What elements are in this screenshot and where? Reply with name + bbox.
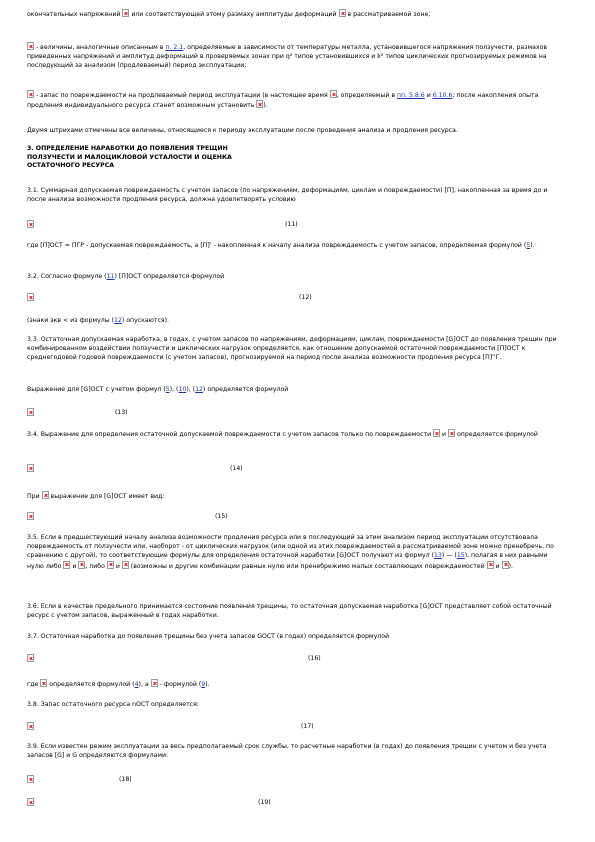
equation-number: (17) bbox=[301, 723, 314, 730]
broken-image-icon bbox=[487, 561, 494, 569]
broken-image-icon bbox=[27, 90, 34, 98]
clause-link[interactable]: 6.10.6 bbox=[432, 92, 453, 99]
note-paragraph: Двумя штрихами отмечены все величины, относящиеся к периоду эксплуатации после проведения анализа и продления ресурса. bbox=[27, 127, 458, 134]
where-paragraph bbox=[27, 679, 562, 689]
text-span: где [П]ОСТ = ПГР - допускаемая повреждаемость, а [П]' - накопленная к началу анализа повреждаемость с учетом запасов, определяемая формулой ( bbox=[27, 242, 527, 249]
formula-link[interactable]: 15 bbox=[456, 552, 465, 560]
text-span: - формулой ( bbox=[159, 681, 202, 688]
broken-image-icon bbox=[448, 429, 455, 437]
text-span: ) — ( bbox=[441, 552, 457, 560]
text-span: , либо bbox=[85, 562, 105, 570]
formula-line bbox=[27, 775, 567, 785]
equation-number: (16) bbox=[308, 655, 321, 662]
definition-paragraph bbox=[27, 42, 562, 71]
formula-link[interactable]: 5 bbox=[526, 242, 531, 249]
broken-image-icon bbox=[122, 9, 129, 17]
text-span: , определяемые в зависимости от температуры металла, установившегося напряжения ползучести, размахов приведенных напряжений и амплитуд деформаций в проверяемых зонах при q² типов установившихся и k² типов циклических прогнозируемых режимов на последующий за анализом (продлеваемый) период эксплуатации; bbox=[27, 44, 548, 70]
clause-3-7: 3.7. Остаточная наработка до появления трещины без учета запасов GОСТ (в годах) определяется формулой bbox=[27, 633, 390, 640]
text-span: выражение для [G]ОСТ имеет вид: bbox=[50, 493, 165, 500]
text-span: ; после накопления опыта продления индивидуального ресурса станет возможным установить bbox=[27, 92, 539, 110]
formula-link[interactable]: 12 bbox=[195, 386, 203, 393]
broken-image-icon bbox=[27, 42, 34, 50]
text-span: где bbox=[27, 681, 39, 688]
broken-image-icon bbox=[40, 679, 47, 687]
broken-image-icon bbox=[107, 561, 114, 569]
text-span: 3.2. Согласно формуле ( bbox=[27, 273, 107, 280]
text-span: и bbox=[495, 562, 500, 570]
formula-line bbox=[27, 293, 567, 303]
text-span: 3.5. Если в предшествующий началу анализа возможности продления ресурса или в последующий за этим анализом период эксплуатации отсутствовала повреждаемость от ползучести или, наоборот - от циклических нагрузок (или одной из этих повреждаемостей в рассматриваемой зоне можно пренебречь, по сравнению с другой), то соответствующие формулы для определения остаточной наработки [G]ОСТ получают из формул ( bbox=[27, 534, 554, 560]
broken-image-icon bbox=[27, 722, 34, 730]
text-span: ). bbox=[530, 242, 535, 249]
broken-image-icon bbox=[502, 561, 509, 569]
broken-image-icon bbox=[27, 798, 34, 806]
broken-image-icon bbox=[42, 491, 49, 499]
formula-link[interactable]: 10 bbox=[178, 386, 187, 393]
equation-number: (15) bbox=[215, 513, 228, 520]
text-span: ) определяется формулой bbox=[202, 386, 289, 393]
equation-number: (14) bbox=[230, 465, 243, 472]
formula-line bbox=[27, 408, 567, 418]
formula-link[interactable]: 4 bbox=[134, 681, 139, 688]
text-span: и bbox=[115, 562, 120, 570]
text-span: и bbox=[442, 431, 447, 438]
text-span: - запас по повреждаемости на продлеваемый период эксплуатации (в настоящее время bbox=[35, 92, 328, 99]
text-span: и bbox=[426, 92, 431, 99]
broken-image-icon bbox=[78, 561, 85, 569]
equation-number: (13) bbox=[115, 409, 128, 416]
heading-line: 3. ОПРЕДЕЛЕНИЕ НАРАБОТКИ ДО ПОЯВЛЕНИЯ ТРЕЩИН bbox=[27, 145, 228, 152]
broken-image-icon bbox=[339, 9, 346, 17]
formula-link[interactable]: 5 bbox=[165, 386, 170, 393]
broken-image-icon bbox=[433, 429, 440, 437]
broken-image-icon bbox=[330, 90, 337, 98]
equation-number: (18) bbox=[119, 776, 132, 783]
text-span: в рассматриваемой зоне; bbox=[347, 11, 431, 18]
broken-image-icon bbox=[122, 561, 129, 569]
formula-line bbox=[27, 220, 567, 230]
clause-3-2 bbox=[27, 272, 562, 281]
heading-line: ПОЛЗУЧЕСТИ И МАЛОЦИКЛОВОЙ УСТАЛОСТИ И ОЦЕНКА bbox=[27, 153, 232, 161]
clause-3-4 bbox=[27, 429, 562, 439]
broken-image-icon bbox=[27, 512, 34, 520]
text-span: ), а bbox=[138, 681, 149, 688]
clause-link[interactable]: п. 2.1 bbox=[165, 44, 184, 51]
formula-link[interactable]: 11 bbox=[106, 273, 115, 280]
text-span: - величины, аналогичные описанным в bbox=[35, 44, 164, 51]
text-span: При bbox=[27, 493, 40, 500]
clause-3-1: 3.1. Суммарная допускаемая повреждаемость с учетом запасов (по напряжениям, деформациям, циклам и повреждаемости) [П], накопленная за время до и после анализа возможности продления ресурса, должна удовлетворять условию bbox=[27, 187, 548, 204]
paragraph-continuation bbox=[27, 9, 562, 19]
clause-3-9: 3.9. Если известен режим эксплуатации за весь предполагаемый срок службы, то расчетные наработки (в годах) до появления трещин с учетом и без учета запасов [G] и G определяются формулами: bbox=[27, 743, 547, 760]
text-span: (возможны и другие комбинации равных нулю или пренебрежимо малых составляющих повреждаемостей bbox=[130, 562, 485, 570]
where-paragraph bbox=[27, 241, 562, 250]
clause-3-5 bbox=[27, 533, 562, 571]
formula-line bbox=[27, 654, 567, 664]
clause-3-3: 3.3. Остаточная допускаемая наработка, в годах, с учетом запасов по напряжениям, деформациям, циклам, повреждаемости [G]ОСТ до появления трещин при комбинированном воздействии ползучести и циклических нагрузок определяется, как отношение допускаемой остаточной повреждаемости [П]ОСТ к среднегодовой годовой повреждаемости (с учетом запасов), прогнозируемой на период после анализа возможности продления ресурса [П]''Г. bbox=[27, 336, 557, 362]
clause-3-6: 3.6. Если в качестве предельного принимается состояние появления трещины, то остаточная допускаемая наработка [G]ОСТ представляет собой остаточный ресурс с учетом запасов, выраженный в годах наработки. bbox=[27, 603, 552, 620]
text-span: ), ( bbox=[186, 386, 196, 393]
equation-number: (19) bbox=[258, 799, 271, 806]
broken-image-icon bbox=[27, 654, 34, 662]
clause-3-8: 3.8. Запас остаточного ресурса nОСТ определяется: bbox=[27, 701, 199, 708]
section-heading bbox=[27, 145, 562, 171]
text-span: ), ( bbox=[169, 386, 179, 393]
broken-image-icon bbox=[27, 464, 34, 472]
text-span: ). bbox=[205, 681, 210, 688]
condition-paragraph bbox=[27, 491, 562, 501]
text-span: ). bbox=[263, 102, 268, 110]
text-span: определяется формулой ( bbox=[49, 681, 135, 688]
broken-image-icon bbox=[27, 220, 34, 228]
formula-link[interactable]: 12 bbox=[114, 317, 122, 324]
broken-image-icon bbox=[27, 408, 34, 416]
text-span: Выражение для [G]ОСТ с учетом формул ( bbox=[27, 386, 166, 393]
broken-image-icon bbox=[256, 100, 263, 108]
text-span: (знаки экв < из формулы ( bbox=[27, 317, 114, 324]
text-span: определяется формулой bbox=[457, 431, 538, 438]
clause-link[interactable]: пп. 5.8.6 bbox=[396, 92, 425, 99]
note-paragraph bbox=[27, 316, 562, 325]
broken-image-icon bbox=[27, 293, 34, 301]
heading-line: ОСТАТОЧНОГО РЕСУРСА bbox=[27, 162, 115, 170]
formula-line bbox=[27, 464, 567, 474]
text-span: , определяемый в bbox=[336, 92, 395, 99]
text-span: 3.4. Выражение для определения остаточной допускаемой повреждаемости с учетом запасов только по повреждаемости bbox=[27, 431, 432, 438]
broken-image-icon bbox=[63, 561, 70, 569]
text-span: и bbox=[72, 562, 77, 570]
broken-image-icon bbox=[151, 679, 158, 687]
definition-paragraph bbox=[27, 90, 562, 110]
text-span: ), полагая в них равными нулю либо bbox=[27, 552, 548, 570]
text-span: ) [П]ОСТ определяется формулой bbox=[114, 273, 225, 280]
text-span: ) опускаются). bbox=[121, 317, 169, 324]
text-span: ). bbox=[508, 562, 513, 570]
formula-link[interactable]: 9 bbox=[201, 681, 206, 688]
expression-paragraph bbox=[27, 385, 562, 394]
formula-line bbox=[27, 798, 567, 808]
formula-line bbox=[27, 512, 567, 522]
formula-line bbox=[27, 722, 567, 732]
broken-image-icon bbox=[27, 775, 34, 783]
text-span: окончательных напряжений bbox=[27, 11, 121, 18]
equation-number: (12) bbox=[299, 294, 312, 301]
text-span: или соответствующей этому размаху амплитуды деформаций bbox=[131, 11, 337, 18]
formula-link[interactable]: 13 bbox=[434, 552, 442, 560]
equation-number: (11) bbox=[285, 221, 298, 228]
